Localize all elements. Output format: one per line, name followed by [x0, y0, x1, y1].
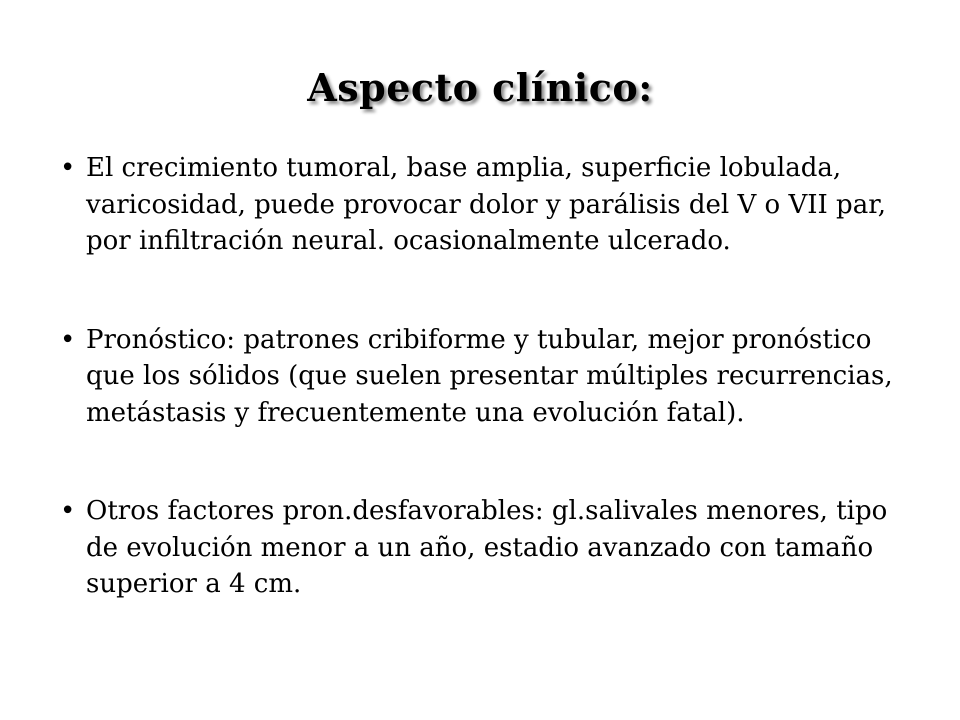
bullet-item	[60, 322, 920, 432]
bullet-text: El crecimiento tumoral, base amplia, superficie lobulada, varicosidad, puede provocar dolor y parálisis del V o VII par, por infiltración neural. ocasionalmente ulcerado.	[86, 153, 887, 256]
bullet-marker: •	[60, 496, 76, 526]
bullet-text: Pronóstico: patrones cribiforme y tubular, mejor pronóstico que los sólidos (que suelen presentar múltiples recurrencias, metástasis y frecuentemente una evolución fatal).	[86, 324, 893, 428]
slide-title: Aspecto clínico:	[307, 65, 653, 110]
bullet-item	[60, 493, 920, 603]
bullet-text: Otros factores pron.desfavorables: gl.salivales menores, tipo de evolución menor a un año, estadio avanzado con tamaño superior a 4 cm.	[86, 496, 888, 599]
bullet-marker: •	[60, 324, 76, 355]
bullet-list	[60, 150, 920, 665]
bullet-marker: •	[60, 153, 76, 183]
bullet-item	[60, 150, 920, 260]
